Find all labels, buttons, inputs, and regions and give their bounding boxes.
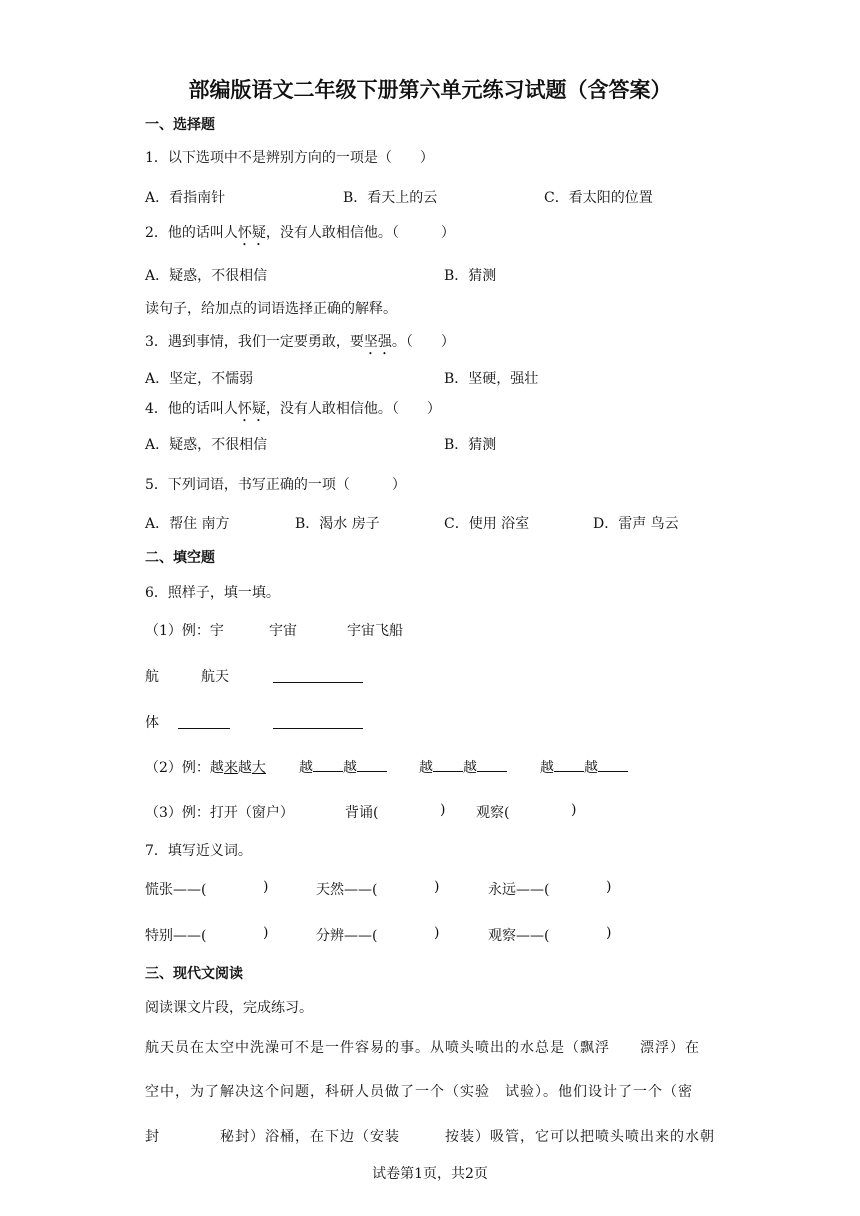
question-6-part-3-word-1: 背诵( [345, 805, 379, 821]
question-6-row1-word: 航天 [201, 669, 229, 685]
section-heading-choice: 一、选择题 [145, 117, 215, 133]
pattern-group-2: 越 越 [419, 757, 507, 777]
question-2-pre: 2．他的话叫人 [145, 225, 238, 241]
question-5-option-c: C．使用 浴室 [444, 516, 530, 532]
question-6-row2-char: 体 [145, 715, 159, 731]
answer-blank[interactable] [433, 757, 463, 772]
question-4-dotted-word: 怀疑 [237, 401, 266, 417]
question-6-example-word: 宇宙 [269, 623, 297, 639]
synonym-item-5: 分辨——( [316, 928, 378, 944]
synonym-item-1: 慌张——( [145, 882, 207, 898]
question-5-option-a: A．帮住 南方 [145, 516, 230, 532]
question-2-dotted-word: 怀疑 [237, 225, 266, 241]
question-5-option-b: B．渴水 房子 [295, 516, 380, 532]
question-4-pre: 4．他的话叫人 [145, 401, 238, 417]
question-6-stem: 6．照样子，填一填。 [145, 585, 280, 601]
close-paren: ) [606, 879, 612, 895]
pattern-group-3: 越 越 [540, 757, 628, 777]
question-3-option-a: A．坚定，不懦弱 [145, 371, 254, 387]
answer-blank[interactable] [273, 714, 363, 729]
synonym-item-4: 特别——( [145, 928, 207, 944]
section-heading-fill: 二、填空题 [145, 550, 215, 566]
synonym-item-6: 观察——( [488, 928, 550, 944]
question-1-stem: 1．以下选项中不是辨别方向的一项是（ ） [145, 150, 434, 166]
reading-intro: 阅读课文片段，完成练习。 [145, 1000, 313, 1016]
reading-passage-line-3: 封 秘封）浴桶，在下边（安装 按装）吸管，它可以把喷头喷出来的水朝 [145, 1129, 715, 1145]
close-paren: ) [606, 925, 612, 941]
question-1-option-a: A．看指南针 [145, 190, 226, 206]
question-6-part-1-label: （1）例：宇 [145, 623, 224, 639]
question-3-stem [145, 331, 455, 358]
question-6-part-3-label: （3）例：打开（窗户） [145, 805, 294, 821]
question-3-post: 。（ ） [391, 334, 455, 350]
question-2-option-b: B．猜测 [444, 268, 497, 284]
answer-blank[interactable] [477, 757, 507, 772]
question-2-option-a: A．疑惑，不很相信 [145, 268, 268, 284]
question-4-option-a: A．疑惑，不很相信 [145, 437, 268, 453]
synonym-item-2: 天然——( [316, 882, 378, 898]
answer-blank[interactable] [273, 668, 363, 683]
example-underlined-1: 来 [223, 760, 238, 776]
question-6-part-2-label: （2）例：越 [145, 760, 224, 776]
question-6-row1-char: 航 [145, 669, 159, 685]
page-title: 部编版语文二年级下册第六单元练习试题（含答案） [188, 78, 672, 102]
section-heading-reading: 三、现代文阅读 [145, 966, 243, 982]
question-5-option-d: D．雷声 鸟云 [593, 516, 679, 532]
answer-blank[interactable] [313, 757, 343, 772]
example-underlined-2: 大 [251, 760, 266, 776]
close-paren: ) [571, 802, 577, 818]
close-paren: ) [434, 879, 440, 895]
close-paren: ) [263, 925, 269, 941]
question-3-pre: 3．遇到事情，我们一定要勇敢，要 [145, 334, 364, 350]
question-6-part-3-word-2: 观察( [476, 805, 510, 821]
question-4-stem [145, 398, 441, 425]
question-7-stem: 7．填写近义词。 [145, 843, 252, 859]
question-3-dotted-word: 坚强 [363, 334, 392, 350]
synonym-item-3: 永远——( [488, 882, 550, 898]
question-1-option-b: B．看天上的云 [343, 190, 438, 206]
question-1-option-c: C．看太阳的位置 [544, 190, 653, 206]
question-4-post: ，没有人敢相信他。（ ） [265, 401, 441, 417]
question-5-stem: 5．下列词语，书写正确的一项（ ） [145, 477, 406, 493]
question-2-stem [145, 222, 455, 249]
answer-blank[interactable] [178, 714, 230, 729]
question-6-part-2 [145, 757, 266, 777]
answer-blank[interactable] [554, 757, 584, 772]
question-2-post: ，没有人敢相信他。（ ） [265, 225, 455, 241]
question-4-option-b: B．猜测 [444, 437, 497, 453]
answer-blank[interactable] [598, 757, 628, 772]
instruction-text: 读句子，给加点的词语选择正确的解释。 [145, 301, 397, 317]
page-footer: 试卷第1页，共2页 [372, 1166, 488, 1182]
example-middle: 越 [237, 760, 252, 776]
close-paren: ) [434, 925, 440, 941]
pattern-group-1: 越 越 [299, 757, 387, 777]
question-3-option-b: B．坚硬，强壮 [444, 371, 539, 387]
answer-blank[interactable] [357, 757, 387, 772]
reading-passage-line-2: 空中，为了解决这个问题，科研人员做了一个（实验 试验）。他们设计了一个（密 [145, 1084, 693, 1100]
close-paren: ) [263, 879, 269, 895]
close-paren: ) [440, 802, 446, 818]
reading-passage-line-1: 航天员在太空中洗澡可不是一件容易的事。从喷头喷出的水总是（飘浮 漂浮）在 [145, 1040, 700, 1056]
question-6-example-phrase: 宇宙飞船 [347, 623, 403, 639]
